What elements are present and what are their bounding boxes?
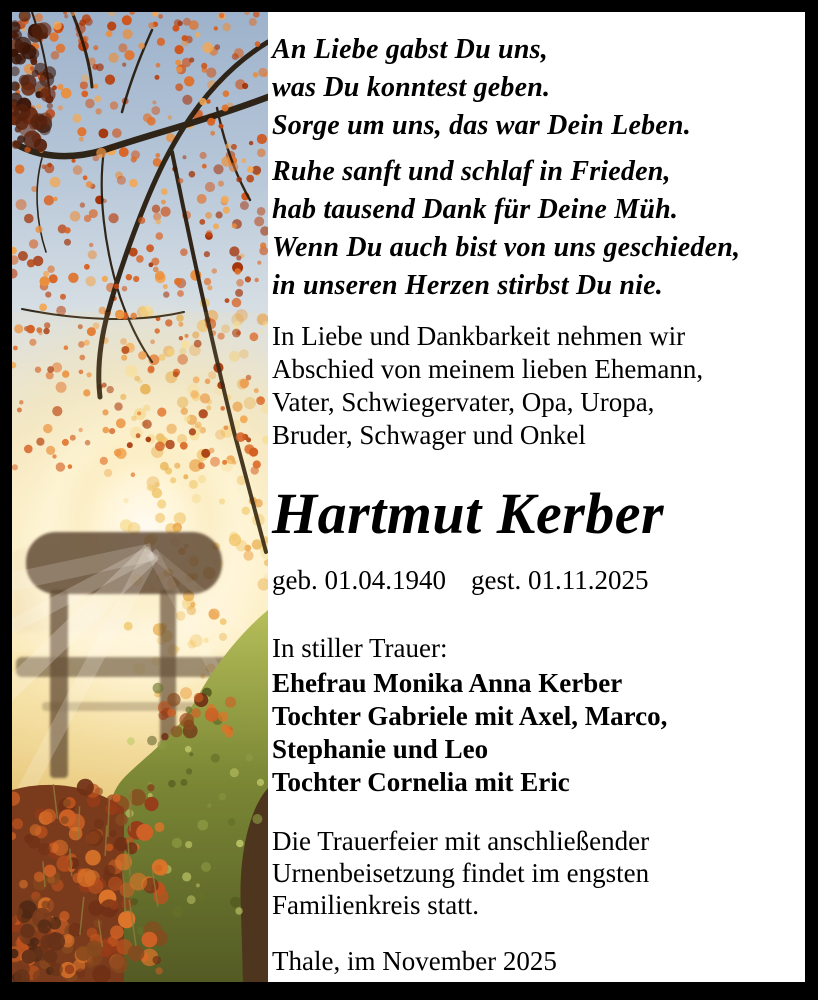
intro-line: Abschied von meinem lieben Ehemann, (272, 354, 704, 384)
poem-line: Wenn Du auch bist von uns geschieden, (272, 232, 741, 263)
farewell-intro (272, 320, 805, 452)
funeral-line: Familienkreis statt. (272, 890, 479, 920)
intro-line: Vater, Schwiegervater, Opa, Uropa, (272, 387, 655, 417)
mourning-heading: In stiller Trauer: (272, 633, 448, 663)
funeral-line: Die Trauerfeier mit anschließender (272, 826, 650, 856)
mourner-line: Tochter Gabriele mit Axel, Marco, (272, 701, 668, 731)
poem-stanza-2 (272, 153, 805, 305)
memorial-poem (272, 31, 805, 305)
mourner-line: Ehefrau Monika Anna Kerber (272, 668, 623, 698)
deceased-name: Hartmut Kerber (272, 481, 665, 546)
closing-line: Thale, im November 2025 (272, 946, 557, 976)
obituary-inner (12, 12, 805, 982)
poem-line: Sorge um uns, das war Dein Leben. (272, 110, 691, 141)
death-date: gest. 01.11.2025 (470, 565, 649, 595)
obituary-text-column (272, 12, 805, 982)
poem-line: in unseren Herzen stirbst Du nie. (272, 270, 663, 301)
poem-line: An Liebe gabst Du uns, (272, 34, 548, 65)
intro-line: Bruder, Schwager und Onkel (272, 420, 586, 450)
birth-date: geb. 01.04.1940 (272, 565, 446, 595)
poem-line: was Du konntest geben. (272, 72, 551, 103)
poem-line: hab tausend Dank für Deine Müh. (272, 194, 679, 225)
funeral-line: Urnenbeisetzung findet im engsten (272, 858, 650, 888)
warm-wash (12, 312, 268, 982)
mourners-list (272, 667, 805, 799)
mourner-line: Stephanie und Leo (272, 734, 489, 764)
mourner-line: Tochter Cornelia mit Eric (272, 767, 570, 797)
memorial-photo (12, 12, 268, 982)
intro-line: In Liebe und Dankbarkeit nehmen wir (272, 321, 686, 351)
funeral-notice (272, 825, 805, 921)
life-dates (272, 565, 805, 596)
poem-line: Ruhe sanft und schlaf in Frieden, (272, 156, 671, 187)
autumn-bench-photo-art (12, 12, 268, 982)
